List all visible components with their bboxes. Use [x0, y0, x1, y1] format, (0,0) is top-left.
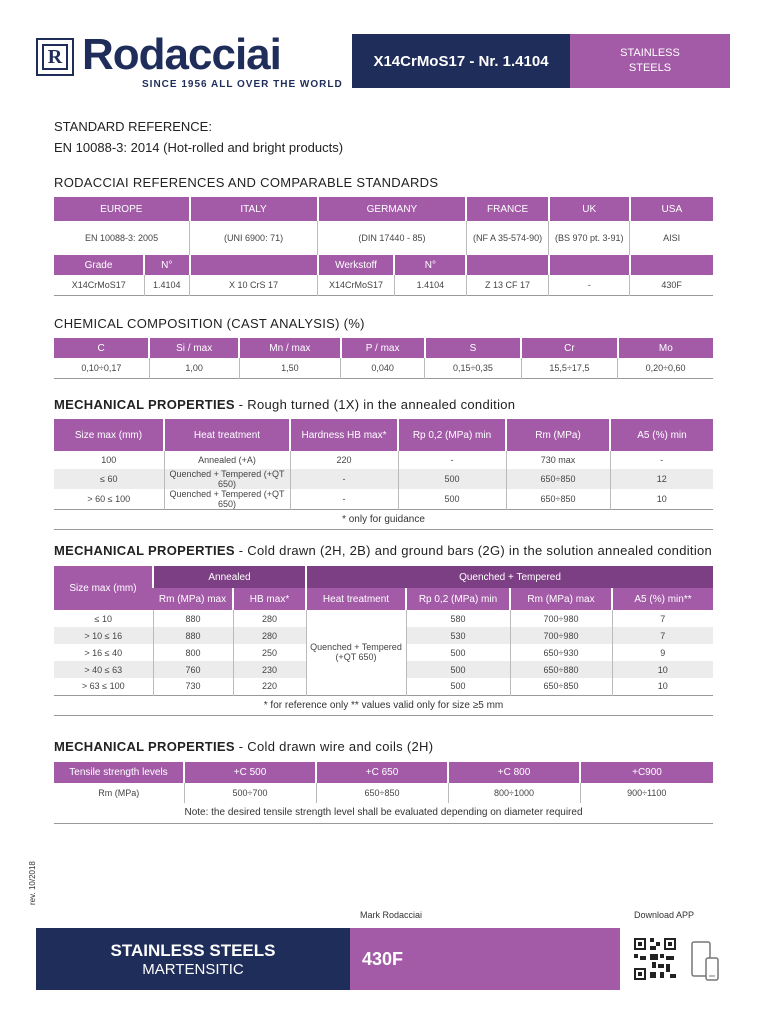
mech2-r4-rm2: 650÷850	[510, 678, 612, 695]
mech2-r1-rp: 530	[406, 627, 510, 644]
mech2-r2-rm2: 650÷930	[510, 644, 612, 661]
mech2-r3-rm: 760	[153, 661, 233, 678]
mark-label: Mark Rodacciai	[360, 910, 423, 920]
mech1-r0-c4: 730 max	[506, 451, 610, 469]
mech1-r2-c4: 650÷850	[506, 489, 610, 510]
mech2-r2-hb: 250	[233, 644, 306, 661]
comp-sub-blank4	[630, 255, 713, 275]
comp-val-france: Z 13 CF 17	[466, 275, 548, 295]
mech1-r1-c5: 12	[610, 469, 713, 489]
mech2-r4-rp: 500	[406, 678, 510, 695]
table-row	[54, 783, 713, 803]
mech1-header-a5: A5 (%) min	[610, 419, 713, 451]
category-line-1: STAINLESS	[620, 47, 680, 59]
comp-val-uk: -	[549, 275, 630, 295]
logo-emblem: R	[36, 38, 74, 76]
chem-header-si: Si / max	[149, 338, 239, 358]
mech3-val-rm: Rm (MPa)	[98, 788, 140, 798]
mech3-val-c500: 500÷700	[184, 783, 316, 803]
comp-sub-werkstoff: Werkstoff	[318, 255, 395, 275]
mech1-note: * only for guidance	[342, 514, 425, 525]
mech1-r2-c0: > 60 ≤ 100	[87, 494, 131, 504]
chem-val-mn: 1,50	[239, 358, 341, 378]
mech3-note: Note: the desired tensile strength level shall be evaluated depending on diameter required	[184, 807, 583, 819]
mech2-r1-a5: 7	[612, 627, 713, 644]
comp-header-germany: GERMANY	[318, 197, 467, 221]
mech3-header-c800: +C 800	[448, 762, 580, 783]
mech2-r3-size: > 40 ≤ 63	[54, 661, 153, 678]
mech1-title	[54, 397, 515, 412]
mech3-table	[54, 762, 713, 824]
mech3-title	[54, 739, 433, 754]
footer-category-line1: STAINLESS STEELS	[110, 940, 276, 960]
mobile-device-icon[interactable]	[690, 940, 720, 982]
mech2-group-qt: Quenched + Tempered	[306, 566, 713, 588]
comp-header-uk: UK	[549, 197, 630, 221]
mech1-title-bold: MECHANICAL PROPERTIES	[54, 397, 235, 412]
chemical-title: CHEMICAL COMPOSITION (CAST ANALYSIS) (%)	[54, 316, 365, 331]
mech2-sub-rp: Rp 0,2 (MPa) min	[406, 588, 510, 610]
mech3-header-levels: Tensile strength levels	[54, 762, 184, 783]
chem-val-cr: 15,5÷17,5	[521, 358, 617, 378]
mech2-table	[54, 566, 713, 716]
mech2-sub-heat: Heat treatment	[306, 588, 406, 610]
mech2-r3-rp: 500	[406, 661, 510, 678]
comp-sub-n: N°	[144, 255, 190, 275]
comp-val-n: 1.4104	[144, 275, 190, 295]
standard-title: STANDARD REFERENCE:	[54, 119, 212, 134]
mech3-val-c900: 900÷1100	[580, 783, 713, 803]
mech2-r3-hb: 230	[233, 661, 306, 678]
comp-header-usa: USA	[630, 197, 713, 221]
brand-name: Rodacciai	[82, 30, 281, 79]
mech2-r4-a5: 10	[612, 678, 713, 695]
comp-std-germany: (DIN 17440 - 85)	[318, 221, 467, 255]
comp-val-n2: 1.4104	[394, 275, 466, 295]
footer-mark: 430F	[350, 928, 620, 990]
category-line-2: STEELS	[628, 62, 672, 74]
mech1-r1-c4: 650÷850	[506, 469, 610, 489]
mech1-r2-c5: 10	[610, 489, 713, 510]
mech2-heat-treatment: Quenched + Tempered (+QT 650)	[306, 610, 406, 695]
footer-category	[36, 928, 350, 990]
chem-header-cr: Cr	[521, 338, 617, 358]
mech2-sub-hb: HB max*	[233, 588, 306, 610]
mech3-header-c650: +C 650	[316, 762, 448, 783]
chem-val-si: 1,00	[149, 358, 239, 378]
mech2-sub-rm2: Rm (MPa) max	[510, 588, 612, 610]
mech1-r0-c5: -	[610, 451, 713, 469]
comparable-table	[54, 197, 713, 296]
mech2-r1-rm2: 700÷980	[510, 627, 612, 644]
mech2-r3-a5: 10	[612, 661, 713, 678]
mech2-r2-rp: 500	[406, 644, 510, 661]
chem-header-mo: Mo	[618, 338, 713, 358]
mech1-r0-c2: 220	[290, 451, 398, 469]
mech3-title-bold: MECHANICAL PROPERTIES	[54, 739, 235, 754]
footer-category-line2: MARTENSITIC	[142, 960, 244, 978]
mech2-r0-rm: 880	[153, 610, 233, 627]
chem-header-c: C	[54, 338, 149, 358]
mech1-header-heat: Heat treatment	[164, 419, 290, 451]
mech2-r4-size: > 63 ≤ 100	[81, 681, 125, 692]
mech1-header-rp: Rp 0,2 (MPa) min	[398, 419, 506, 451]
mech2-r0-a5: 7	[612, 610, 713, 627]
chem-val-c: 0,10÷0,17	[81, 362, 122, 373]
mech2-r4-rm: 730	[153, 678, 233, 695]
comparable-title: RODACCIAI REFERENCES AND COMPARABLE STANDARDS	[54, 175, 439, 190]
table-row	[54, 489, 713, 510]
comp-val-grade: X14CrMoS17	[71, 279, 126, 290]
comp-sub-blank2	[466, 255, 548, 275]
mech1-r2-c1: Quenched + Tempered (+QT 650)	[164, 489, 290, 510]
comp-std-france: (NF A 35-574-90)	[466, 221, 548, 255]
grade-title: X14CrMoS17 - Nr. 1.4104	[352, 34, 570, 88]
comp-sub-grade: Grade	[54, 255, 144, 275]
mech3-header-c500: +C 500	[184, 762, 316, 783]
download-app-label: Download APP	[634, 910, 695, 920]
mech2-r0-size: ≤ 10	[94, 613, 112, 624]
mech2-r4-hb: 220	[233, 678, 306, 695]
mech1-r0-c1: Annealed (+A)	[164, 451, 290, 469]
mech3-header-c900: +C900	[580, 762, 713, 783]
comp-sub-blank	[190, 255, 318, 275]
chem-header-p: P / max	[341, 338, 425, 358]
comp-val-usa: 430F	[630, 275, 713, 295]
standard-reference	[54, 116, 343, 158]
mech1-table	[54, 419, 713, 530]
mech3-val-c650: 650÷850	[316, 783, 448, 803]
mech2-r0-hb: 280	[233, 610, 306, 627]
mech2-r2-a5: 9	[612, 644, 713, 661]
comp-std-usa: AISI	[630, 221, 713, 255]
mech1-r2-c3: 500	[398, 489, 506, 510]
comp-sub-blank3	[549, 255, 630, 275]
mech1-header-rm: Rm (MPa)	[506, 419, 610, 451]
mech2-r1-hb: 280	[233, 627, 306, 644]
mech2-title-rest: - Cold drawn (2H, 2B) and ground bars (2G) in the solution annealed condition	[234, 543, 713, 558]
mech1-title-rest: - Rough turned (1X) in the annealed condition	[234, 397, 516, 412]
qr-code-icon[interactable]	[632, 936, 678, 982]
mech2-r3-rm2: 650÷880	[510, 661, 612, 678]
mech1-r1-c3: 500	[398, 469, 506, 489]
mech1-r1-c0: ≤ 60	[54, 469, 164, 489]
mech3-title-rest: - Cold drawn wire and coils (2H)	[234, 739, 434, 754]
mech2-title-bold: MECHANICAL PROPERTIES	[54, 543, 235, 558]
mech1-r1-c1: Quenched + Tempered (+QT 650)	[164, 469, 290, 489]
mech2-title	[54, 543, 712, 558]
mech1-r0-c3: -	[398, 451, 506, 469]
comp-header-france: FRANCE	[466, 197, 548, 221]
comp-std-italy: (UNI 6900: 71)	[190, 221, 318, 255]
mech1-r1-c2: -	[290, 469, 398, 489]
comp-sub-n2: N°	[394, 255, 466, 275]
standard-note: (Hot-rolled and bright products)	[163, 140, 344, 155]
mech3-val-c800: 800÷1000	[448, 783, 580, 803]
mech1-header-size: Size max (mm)	[54, 419, 164, 451]
table-row	[54, 451, 713, 469]
comp-val-werkstoff: X14CrMoS17	[318, 275, 395, 295]
chem-val-mo: 0,20÷0,60	[618, 358, 713, 378]
table-row	[54, 610, 713, 627]
chem-header-s: S	[425, 338, 521, 358]
mech2-r1-rm: 880	[153, 627, 233, 644]
mech1-r2-c2: -	[290, 489, 398, 510]
comp-std-europe: EN 10088-3: 2005	[85, 233, 159, 243]
category-label	[570, 34, 730, 88]
mech2-group-annealed: Annealed	[153, 566, 306, 588]
mech1-r0-c0: 100	[101, 455, 117, 465]
chemical-table	[54, 338, 713, 379]
mech2-sub-a5: A5 (%) min**	[612, 588, 713, 610]
chem-val-s: 0,15÷0,35	[425, 358, 521, 378]
chem-header-mn: Mn / max	[239, 338, 341, 358]
comp-std-uk: (BS 970 pt. 3-91)	[549, 221, 630, 255]
mech2-sub-rm: Rm (MPa) max	[153, 588, 233, 610]
mech2-r1-size: > 10 ≤ 16	[54, 627, 153, 644]
mech2-r2-size: > 16 ≤ 40	[84, 647, 123, 658]
mech2-r2-rm: 800	[153, 644, 233, 661]
chem-val-p: 0,040	[341, 358, 425, 378]
revision-label: rev. 10/2018	[28, 861, 37, 905]
standard-code: EN 10088-3: 2014	[54, 140, 160, 155]
mech2-header-size: Size max (mm)	[54, 566, 153, 610]
mech2-r0-rm2: 700÷980	[510, 610, 612, 627]
mech2-r0-rp: 580	[406, 610, 510, 627]
comp-val-italy: X 10 CrS 17	[190, 275, 318, 295]
mech2-note: * for reference only ** values valid only for size ≥5 mm	[263, 699, 504, 711]
comp-header-europe: EUROPE	[54, 197, 190, 221]
brand-tagline: SINCE 1956 ALL OVER THE WORLD	[142, 79, 343, 90]
mech1-header-hb: Hardness HB max*	[290, 419, 398, 451]
comp-header-italy: ITALY	[190, 197, 318, 221]
table-row	[54, 469, 713, 489]
